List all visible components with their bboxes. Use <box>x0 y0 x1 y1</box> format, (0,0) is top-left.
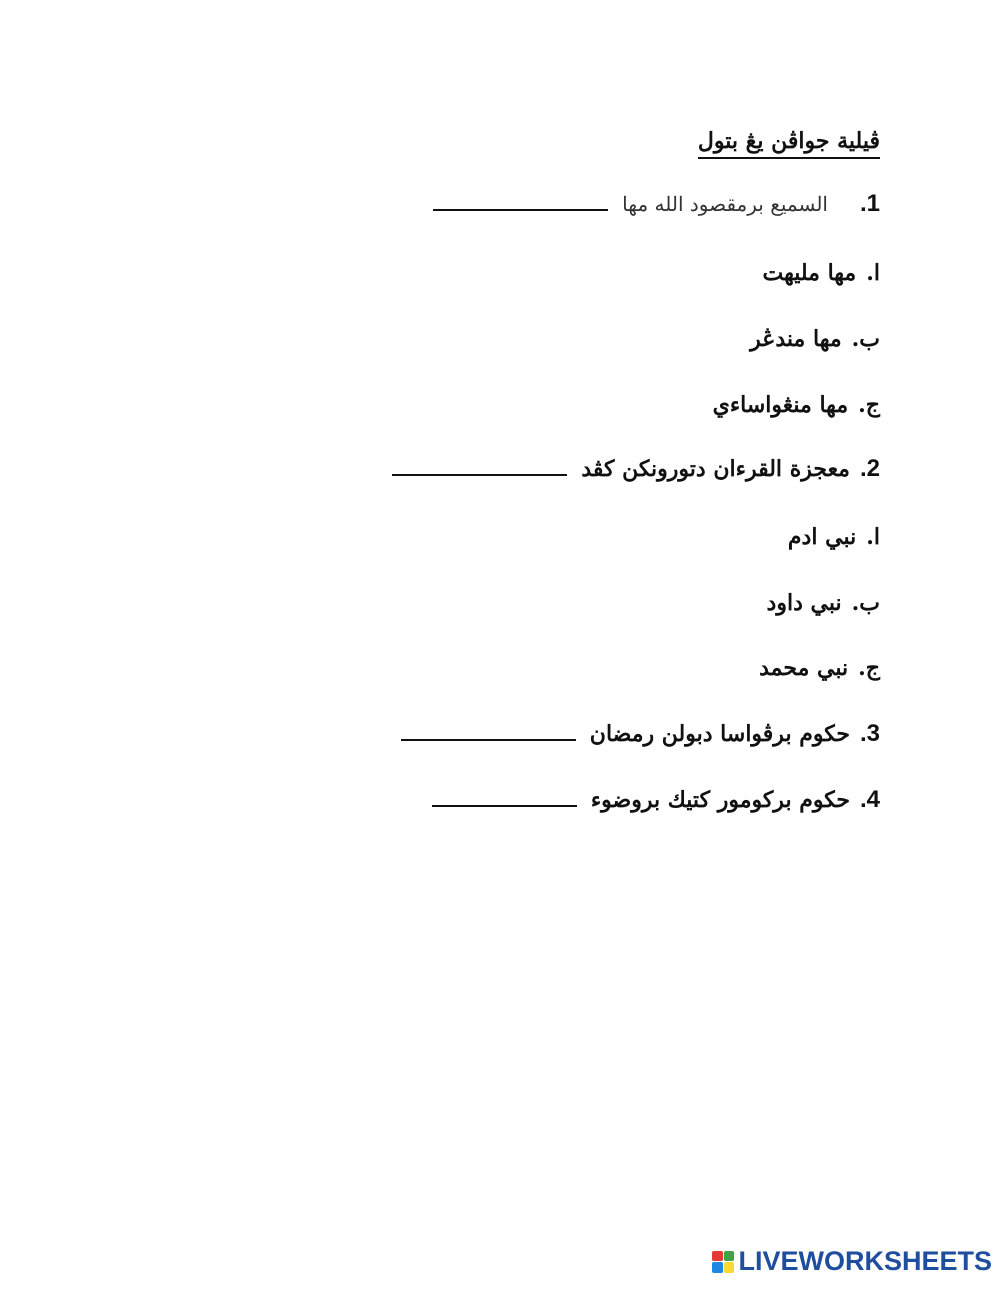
answer-blank[interactable] <box>432 805 577 807</box>
logo-square <box>724 1262 735 1273</box>
question-text: معجزة القرءان دتورونكن كڤد <box>581 456 850 482</box>
logo-square <box>712 1251 723 1262</box>
question-4 <box>432 786 880 814</box>
option-letter: ب. <box>851 590 880 616</box>
answer-blank[interactable] <box>392 474 567 476</box>
question-2 <box>392 455 880 483</box>
question-text: السميع برمقصود الله مها <box>622 192 828 216</box>
option-letter: ا. <box>866 524 880 550</box>
question-number: 4. <box>859 786 880 813</box>
question-number: 3. <box>859 720 880 747</box>
option-1a[interactable] <box>762 260 880 286</box>
option-text: مها مليهت <box>762 260 857 286</box>
option-1b[interactable] <box>750 326 880 352</box>
question-text: حكوم بركومور كتيك بروضوء <box>590 787 850 813</box>
answer-blank[interactable] <box>433 209 608 211</box>
option-text: نبي ادم <box>787 524 857 550</box>
option-letter: ب. <box>851 326 880 352</box>
brand-name: LIVEWORKSHEETS <box>738 1246 992 1276</box>
option-2b[interactable] <box>767 590 880 616</box>
option-2c[interactable] <box>759 655 880 681</box>
option-text: نبي محمد <box>759 655 849 681</box>
answer-blank[interactable] <box>401 739 576 741</box>
question-text: حكوم برڤواسا دبولن رمضان <box>589 721 850 747</box>
option-text: مها مندڠر <box>750 326 842 352</box>
option-letter: ا. <box>866 260 880 286</box>
logo-square <box>712 1262 723 1273</box>
worksheet-title: ڤيلية جواڤن يڠ بتول <box>698 128 880 159</box>
question-3 <box>401 720 880 748</box>
liveworksheets-logo-icon <box>712 1251 734 1273</box>
option-text: نبي داود <box>766 590 842 616</box>
option-text: مها منڠواساءي <box>712 392 849 418</box>
question-1 <box>433 190 880 218</box>
logo-square <box>724 1251 735 1262</box>
option-1c[interactable] <box>713 392 880 418</box>
question-number: 2. <box>859 455 880 482</box>
liveworksheets-footer <box>712 1246 992 1277</box>
option-letter: ج. <box>858 655 880 681</box>
question-number: 1. <box>859 190 880 217</box>
option-2a[interactable] <box>788 524 880 550</box>
option-letter: ج. <box>858 392 880 418</box>
